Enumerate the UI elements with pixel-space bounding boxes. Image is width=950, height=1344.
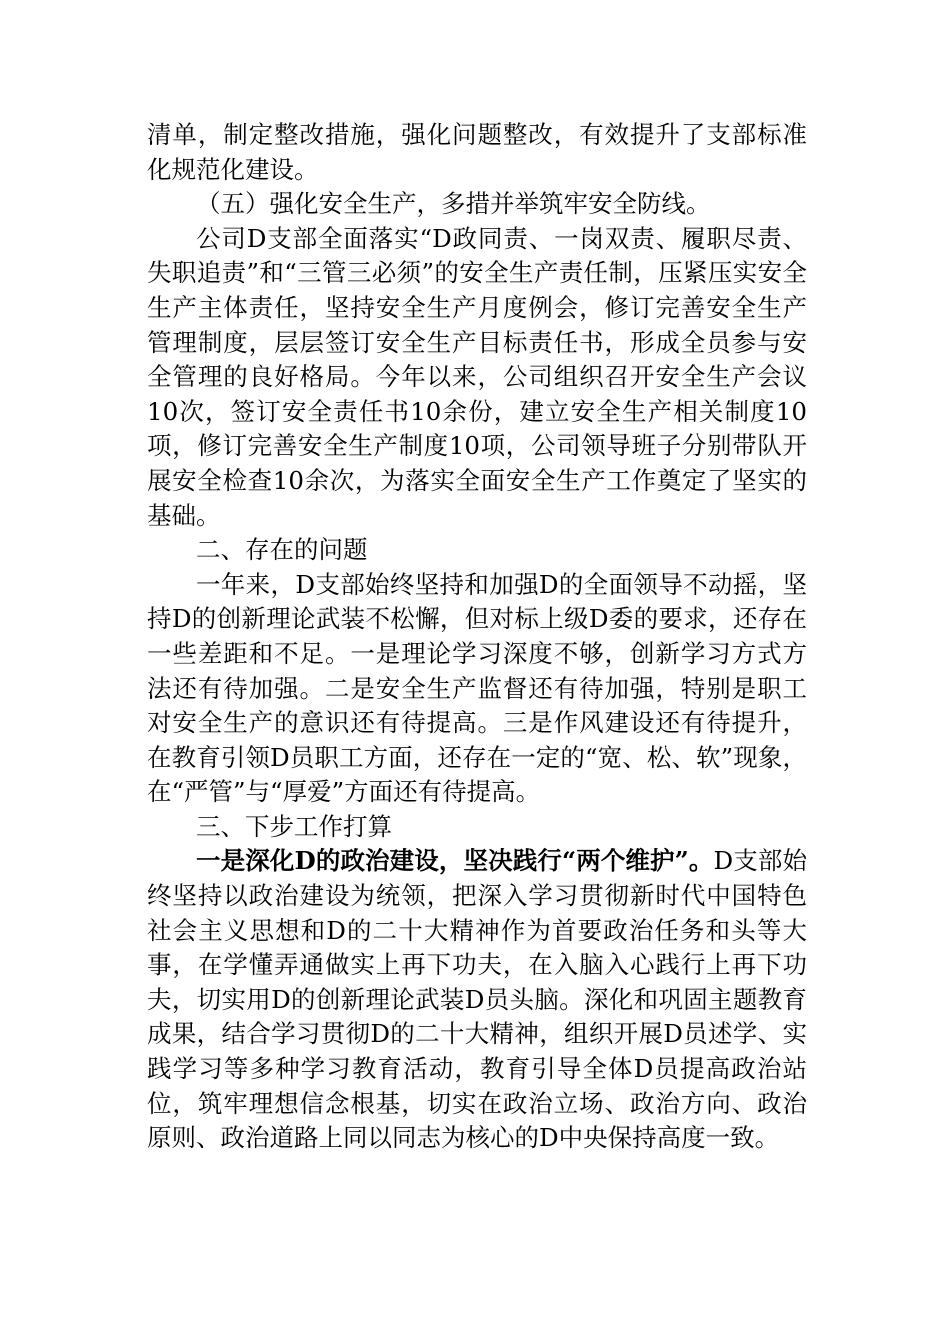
heading-safety-production: （五）强化安全生产，多措并举筑牢安全防线。	[196, 189, 711, 219]
heading-existing-problems: 二、存在的问题	[196, 535, 368, 565]
paragraph-rectification: 清单，制定整改措施，强化问题整改，有效提升了支部标准化规范化建设。	[147, 120, 807, 184]
heading-next-steps: 三、下步工作打算	[196, 811, 392, 841]
paragraph-lead-in-bold: 一是深化D的政治建设，坚决践行“两个维护”。	[196, 846, 714, 876]
paragraph-safety-production: 公司D支部全面落实“D政同责、一岗双责、履职尽责、失职追责”和“三管三必须”的安全生产责任制，压紧压实安全生产主体责任，坚持安全生产月度例会，修订完善安全生产管理制度，层层签订安全生产目标责任书，形成全员参与安全管理的良好格局。今年以来，公司组织召开安全生产会议10次，签订安全责任书10余份，建立安全生产相关制度10项，修订完善安全生产制度10项，公司领导班子分别带队开展安全检查10余次，为落实全面安全生产工作奠定了坚实的基础。	[147, 223, 807, 530]
document-page	[147, 118, 807, 1156]
paragraph-political-building	[147, 844, 807, 1155]
paragraph-body-text: D支部始终坚持以政治建设为统领，把深入学习贯彻新时代中国特色社会主义思想和D的二十大精神作为首要政治任务和头等大事，在学懂弄通做实上再下功夫，在入脑入心践行上再下功夫，切实用D的创新理论武装D员头脑。深化和巩固主题教育成果，结合学习贯彻D的二十大精神，组织开展D员述学、实践学习等多种学习教育活动，教育引导全体D员提高政治站位，筑牢理想信念根基，切实在政治立场、政治方向、政治原则、政治道路上同以同志为核心的D中央保持高度一致。	[147, 846, 807, 1153]
paragraph-existing-problems: 一年来，D支部始终坚持和加强D的全面领导不动摇，坚持D的创新理论武装不松懈，但对标上级D委的要求，还存在一些差距和不足。一是理论学习深度不够，创新学习方式方法还有待加强。二是安全生产监督还有待加强，特别是职工对安全生产的意识还有待提高。三是作风建设还有待提升，在教育引领D员职工方面，还存在一定的“宽、松、软”现象，在“严管”与“厚爱”方面还有待提高。	[147, 569, 807, 807]
